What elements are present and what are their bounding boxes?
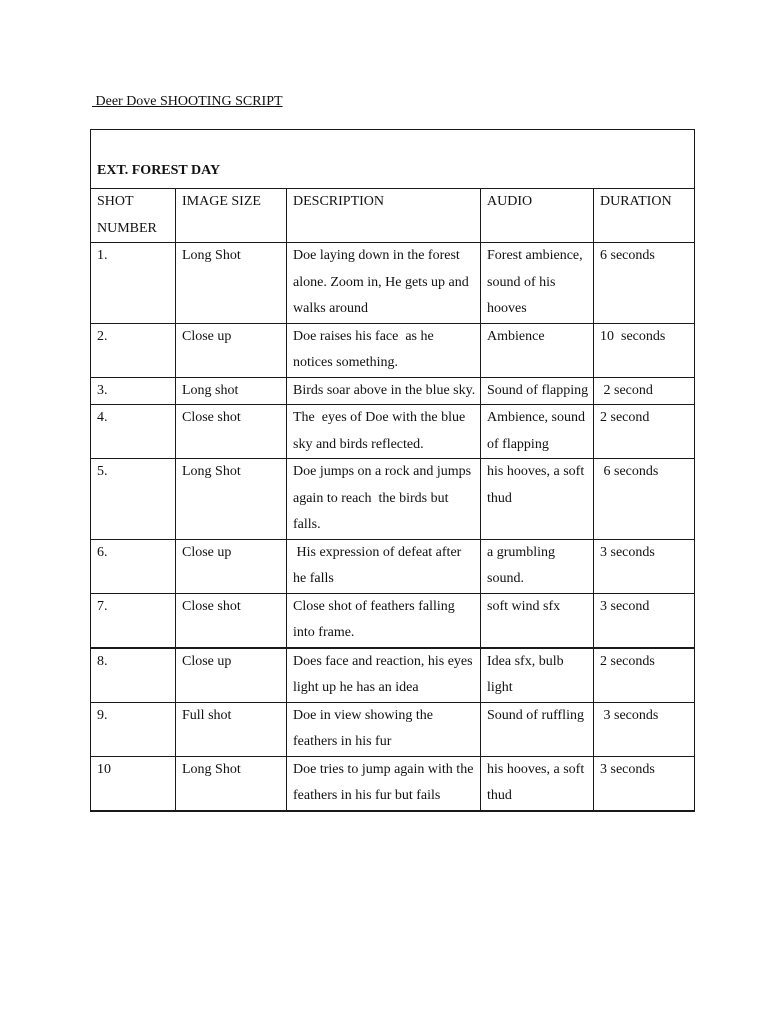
shot-description: Doe in view showing the feathers in his fur	[287, 702, 481, 756]
shot-duration: 3 seconds	[594, 702, 695, 756]
shot-description: Close shot of feathers falling into frame.	[287, 593, 481, 648]
shot-audio: Forest ambience, sound of his hooves	[481, 243, 594, 324]
shot-image-size: Long Shot	[176, 459, 287, 540]
shot-description: Birds soar above in the blue sky.	[287, 377, 481, 405]
shot-image-size: Long Shot	[176, 756, 287, 811]
shot-description: The eyes of Doe with the blue sky and birds reflected.	[287, 405, 481, 459]
shot-image-size: Long Shot	[176, 243, 287, 324]
scene-heading: EXT. FOREST DAY	[91, 130, 695, 189]
shot-duration: 10 seconds	[594, 323, 695, 377]
shot-number: 8.	[91, 648, 176, 703]
shot-number: 5.	[91, 459, 176, 540]
shot-audio: his hooves, a soft thud	[481, 756, 594, 811]
shot-image-size: Close up	[176, 648, 287, 703]
shot-duration: 3 second	[594, 593, 695, 648]
document-title: Deer Dove SHOOTING SCRIPT	[92, 94, 283, 109]
header-image-size: IMAGE SIZE	[176, 189, 287, 243]
shot-duration: 3 seconds	[594, 756, 695, 811]
shot-row	[91, 459, 695, 540]
shot-number: 3.	[91, 377, 176, 405]
shot-audio: soft wind sfx	[481, 593, 594, 648]
shot-row	[91, 756, 695, 811]
header-description: DESCRIPTION	[287, 189, 481, 243]
shot-description: Doe jumps on a rock and jumps again to reach the birds but falls.	[287, 459, 481, 540]
shot-image-size: Close up	[176, 539, 287, 593]
header-row	[91, 189, 695, 243]
shot-number: 6.	[91, 539, 176, 593]
shot-row	[91, 377, 695, 405]
shot-audio: Ambience, sound of flapping	[481, 405, 594, 459]
shot-image-size: Close shot	[176, 405, 287, 459]
shot-audio: Ambience	[481, 323, 594, 377]
shot-number: 10	[91, 756, 176, 811]
shot-audio: his hooves, a soft thud	[481, 459, 594, 540]
shot-number: 7.	[91, 593, 176, 648]
shot-duration: 6 seconds	[594, 459, 695, 540]
shot-description: Doe laying down in the forest alone. Zoom in, He gets up and walks around	[287, 243, 481, 324]
header-shot-number: SHOT NUMBER	[91, 189, 176, 243]
shot-image-size: Full shot	[176, 702, 287, 756]
shot-duration: 6 seconds	[594, 243, 695, 324]
shot-audio: Sound of flapping	[481, 377, 594, 405]
shot-row	[91, 593, 695, 648]
shot-row	[91, 405, 695, 459]
shot-row	[91, 323, 695, 377]
shot-row	[91, 243, 695, 324]
shot-description: Doe tries to jump again with the feathers in his fur but fails	[287, 756, 481, 811]
shot-description: Does face and reaction, his eyes light up he has an idea	[287, 648, 481, 703]
shot-number: 4.	[91, 405, 176, 459]
shot-duration: 2 second	[594, 405, 695, 459]
shot-row	[91, 648, 695, 703]
shot-duration: 2 second	[594, 377, 695, 405]
shot-row	[91, 702, 695, 756]
scene-heading-row	[91, 130, 695, 189]
shot-duration: 3 seconds	[594, 539, 695, 593]
shot-number: 1.	[91, 243, 176, 324]
shot-description: Doe raises his face as he notices something.	[287, 323, 481, 377]
shot-description: His expression of defeat after he falls	[287, 539, 481, 593]
shot-audio: Sound of ruffling	[481, 702, 594, 756]
shot-image-size: Close up	[176, 323, 287, 377]
shot-audio: a grumbling sound.	[481, 539, 594, 593]
shot-row	[91, 539, 695, 593]
shot-number: 2.	[91, 323, 176, 377]
header-audio: AUDIO	[481, 189, 594, 243]
shot-duration: 2 seconds	[594, 648, 695, 703]
shot-image-size: Long shot	[176, 377, 287, 405]
shot-number: 9.	[91, 702, 176, 756]
shooting-script-table	[90, 129, 695, 812]
shot-audio: Idea sfx, bulb light	[481, 648, 594, 703]
header-duration: DURATION	[594, 189, 695, 243]
shot-image-size: Close shot	[176, 593, 287, 648]
